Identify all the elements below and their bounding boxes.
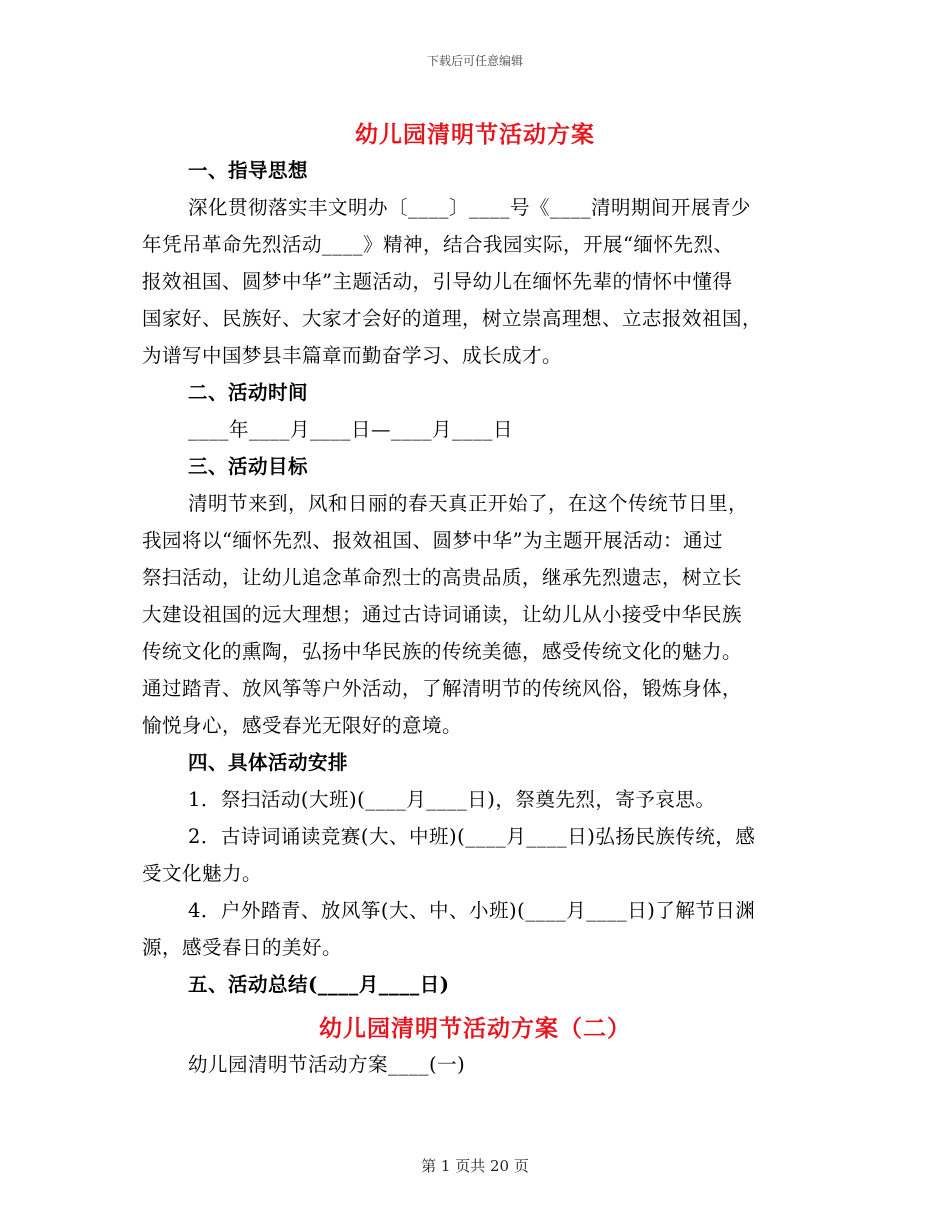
paragraph-line: 受文化魅力。 [142, 862, 263, 885]
paragraph-line: 2．古诗词诵读竞赛(大、中班)(____月____日)弘扬民族传统，感 [188, 825, 756, 848]
paragraph-line: 祭扫活动，让幼儿追念革命烈士的高贵品质，继承先烈遗志，树立长 [142, 566, 743, 589]
section-heading: 三、活动目标 [188, 455, 309, 478]
document-body [142, 152, 808, 1003]
paragraph-line: 深化贯彻落实丰文明办〔____〕____号《____清明期间开展青少 [188, 196, 752, 219]
section-heading: 二、活动时间 [188, 381, 309, 404]
page-footer-number: 第 1 页共 20 页 [421, 1157, 529, 1175]
page-header-note: 下载后可任意编辑 [426, 54, 523, 68]
paragraph-line: 报效祖国、圆梦中华”主题活动，引导幼儿在缅怀先辈的情怀中懂得 [142, 270, 733, 293]
paragraph-line: 年凭吊革命先烈活动____》精神，结合我园实际，开展“缅怀先烈、 [142, 233, 734, 256]
section-heading: 一、指导思想 [188, 159, 309, 182]
document-title-2: 幼儿园清明节活动方案（二） [319, 1015, 631, 1042]
paragraph-line: ____年____月____日—____月____日 [188, 418, 514, 441]
section-heading: 四、具体活动安排 [188, 751, 349, 774]
paragraph-line: 传统文化的熏陶，弘扬中华民族的传统美德，感受传统文化的魅力。 [142, 640, 743, 663]
paragraph-line: 4．户外踏青、放风筝(大、中、小班)(____月____日)了解节日渊 [188, 899, 756, 922]
paragraph-line: 源，感受春日的美好。 [142, 936, 343, 959]
document-body-2 [142, 1046, 808, 1083]
paragraph-line: 国家好、民族好、大家才会好的道理，树立崇高理想、立志报效祖国， [142, 307, 763, 330]
paragraph-line: 清明节来到，风和日丽的春天真正开始了，在这个传统节日里， [188, 492, 749, 515]
paragraph-line: 通过踏青、放风筝等户外活动，了解清明节的传统风俗，锻炼身体， [142, 677, 743, 700]
section-heading: 五、活动总结(____月____日) [188, 973, 450, 996]
paragraph-line: 幼儿园清明节活动方案____(一) [188, 1053, 466, 1076]
paragraph-line: 为谱写中国梦县丰篇章而勤奋学习、成长成才。 [142, 344, 563, 367]
paragraph-line: 愉悦身心，感受春光无限好的意境。 [142, 714, 463, 737]
document-title: 幼儿园清明节活动方案 [355, 121, 595, 148]
paragraph-line: 我园将以“缅怀先烈、报效祖国、圆梦中华”为主题开展活动：通过 [142, 529, 723, 552]
paragraph-line: 大建设祖国的远大理想；通过古诗词诵读，让幼儿从小接受中华民族 [142, 603, 743, 626]
paragraph-line: 1．祭扫活动(大班)(____月____日)，祭奠先烈，寄予哀思。 [188, 788, 716, 811]
